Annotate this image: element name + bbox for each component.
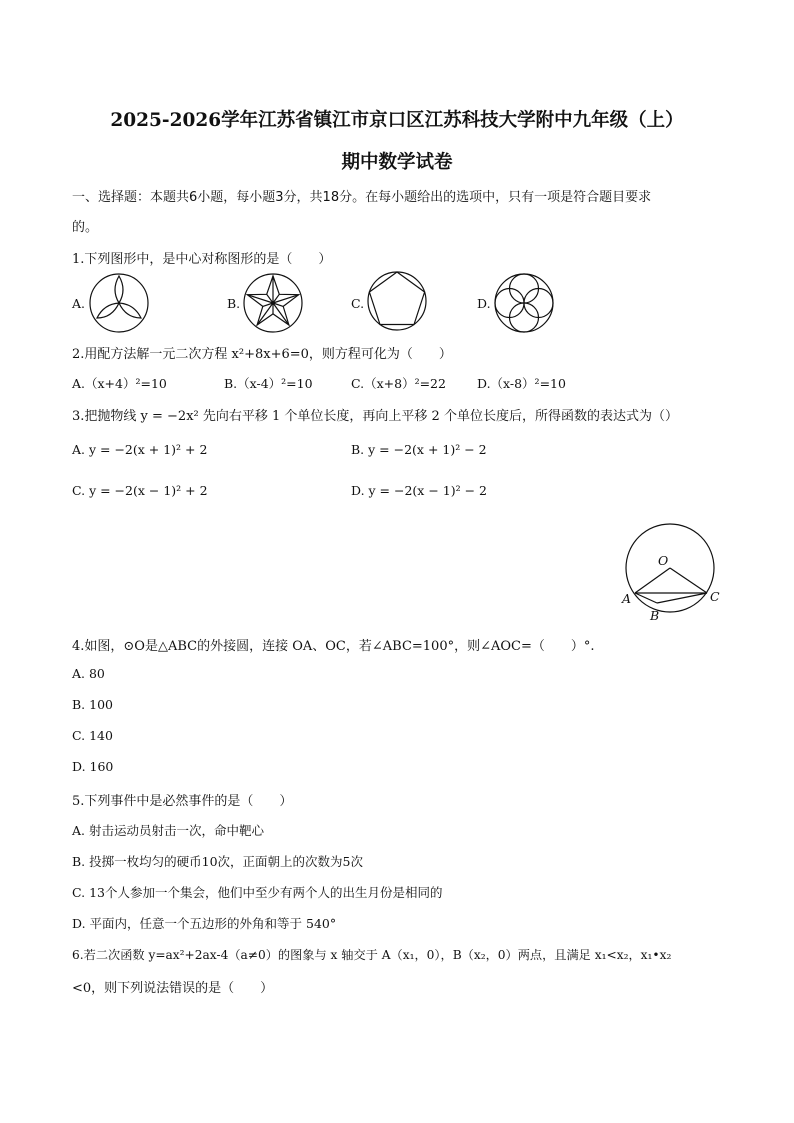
q1-stem: 1.下列图形中，是中心对称图形的是（ ） <box>72 252 332 267</box>
q2-option-d: D.（x-8）²=10 <box>477 376 566 391</box>
q3-option-c: C. y = −2(x − 1)² + 2 <box>72 483 208 498</box>
q1-figure-a-three-petal-circle-icon <box>88 272 150 334</box>
q2-option-b: B.（x-4）²=10 <box>224 376 313 391</box>
exam-title-line2: 期中数学试卷 <box>341 152 453 173</box>
q1-label-b: B. <box>227 296 241 311</box>
q5-option-d: D. 平面内，任意一个五边形的外角和等于 540° <box>72 916 337 931</box>
q2-option-a: A.（x+4）²=10 <box>72 376 167 391</box>
exam-title-line1: 2025-2026学年江苏省镇江市京口区江苏科技大学附中九年级（上） <box>110 110 684 131</box>
section-heading-line1: 一、选择题：本题共6小题，每小题3分，共18分。在每小题给出的选项中，只有一项是符合题目要求 <box>72 190 652 205</box>
q4-circle-triangle-figure <box>616 522 728 626</box>
q5-option-a: A. 射击运动员射击一次，命中靶心 <box>72 823 264 838</box>
q1-label-a: A. <box>72 296 86 311</box>
q4-option-d: D. 160 <box>72 759 114 774</box>
q4-option-b: B. 100 <box>72 697 113 712</box>
q1-label-c: C. <box>351 296 365 311</box>
q4-label-b: B <box>650 608 660 623</box>
q1-figure-c-pentagon-in-circle-icon <box>366 270 428 332</box>
q4-label-c: C <box>710 589 720 604</box>
q3-option-a: A. y = −2(x + 1)² + 2 <box>72 442 208 457</box>
q5-stem: 5.下列事件中是必然事件的是（ ） <box>72 794 293 809</box>
q2-option-c: C.（x+8）²=22 <box>351 376 446 391</box>
q1-figure-b-star-in-circle-icon <box>242 272 304 334</box>
q3-option-b: B. y = −2(x + 1)² − 2 <box>351 442 487 457</box>
q4-option-c: C. 140 <box>72 728 113 743</box>
q4-label-a: A <box>622 591 632 606</box>
q2-stem: 2.用配方法解一元二次方程 x²+8x+6=0，则方程可化为（ ） <box>72 347 452 362</box>
q6-stem-line1: 6.若二次函数 y=ax²+2ax-4（a≠0）的图象与 x 轴交于 A（x₁，0），B（x₂，0）两点，且满足 x₁<x₂，x₁•x₂ <box>72 948 672 962</box>
q4-option-a: A. 80 <box>72 666 105 681</box>
q1-figure-d-four-arc-circle-icon <box>493 272 555 334</box>
q3-stem: 3.把抛物线 y = −2x² 先向右平移 1 个单位长度，再向上平移 2 个单位长度后，所得函数的表达式为（） <box>72 409 678 424</box>
q5-option-b: B. 投掷一枚均匀的硬币10次，正面朝上的次数为5次 <box>72 854 363 869</box>
q4-label-o: O <box>658 553 669 568</box>
q5-option-c: C. 13个人参加一个集会，他们中至少有两个人的出生月份是相同的 <box>72 885 443 900</box>
q1-label-d: D. <box>477 296 491 311</box>
q4-stem: 4.如图，⊙O是△ABC的外接圆，连接 OA、OC，若∠ABC=100°，则∠AOC=（ ）°. <box>72 639 595 654</box>
section-heading-line2: 的。 <box>72 220 99 235</box>
q3-option-d: D. y = −2(x − 1)² − 2 <box>351 483 487 498</box>
q6-stem-line2: <0，则下列说法错误的是（ ） <box>72 981 274 996</box>
